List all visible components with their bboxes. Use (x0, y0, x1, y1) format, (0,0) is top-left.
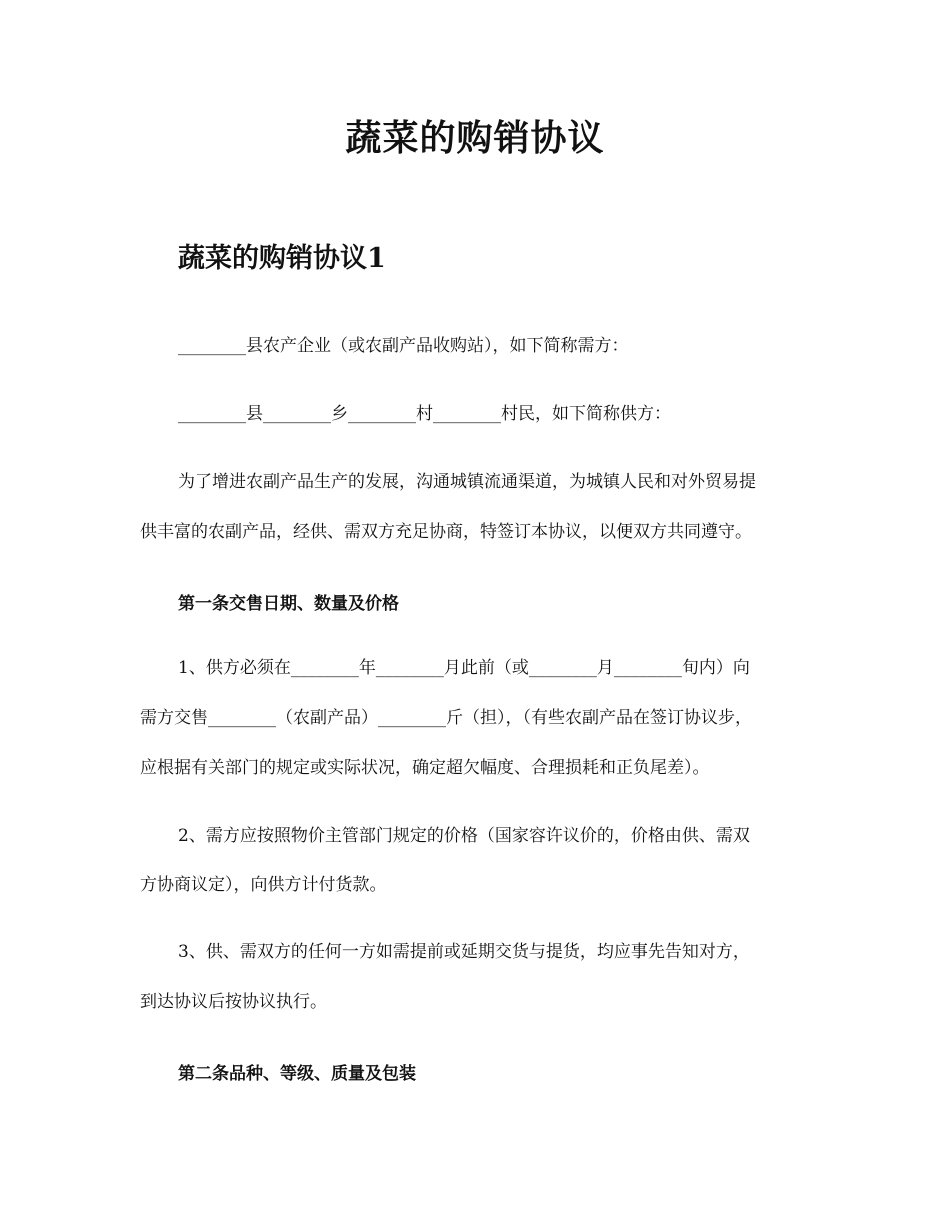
article-heading: 第二条品种、等级、质量及包装 (178, 1064, 416, 1084)
paragraph-line: ________县农产企业（或农副产品收购站），如下简称需方： (178, 336, 629, 356)
paragraph-line: 到达协议后按协议执行。 (140, 992, 327, 1012)
document-title: 蔬菜的购销协议 (345, 117, 605, 159)
paragraph-line: 需方交售________（农副产品）________斤（担），（有些农副产品在签订协议步， (140, 708, 752, 728)
article-heading: 第一条交售日期、数量及价格 (178, 594, 399, 614)
section-heading: 蔬菜的购销协议1 (178, 243, 386, 274)
paragraph-line: ________县________乡________村________村民，如下简称供方： (178, 404, 671, 424)
paragraph-line: 供丰富的农副产品，经供、需双方充足协商，特签订本协议，以便双方共同遵守。 (140, 522, 752, 542)
paragraph-line: 方协商议定），向供方计付货款。 (140, 875, 387, 895)
paragraph-line: 为了增进农副产品生产的发展，沟通城镇流通渠道，为城镇人民和对外贸易提 (178, 472, 756, 492)
paragraph-line: 1、供方必须在________年________月此前（或________月________旬内）向 (178, 658, 750, 678)
paragraph-line: 应根据有关部门的规定或实际状况，确定超欠幅度、合理损耗和正负尾差）。 (140, 758, 710, 778)
paragraph-line: 3、供、需双方的任何一方如需提前或延期交货与提货，均应事先告知对方， (178, 942, 750, 962)
paragraph-line: 2、需方应按照物价主管部门规定的价格（国家容许议价的，价格由供、需双 (178, 826, 750, 846)
